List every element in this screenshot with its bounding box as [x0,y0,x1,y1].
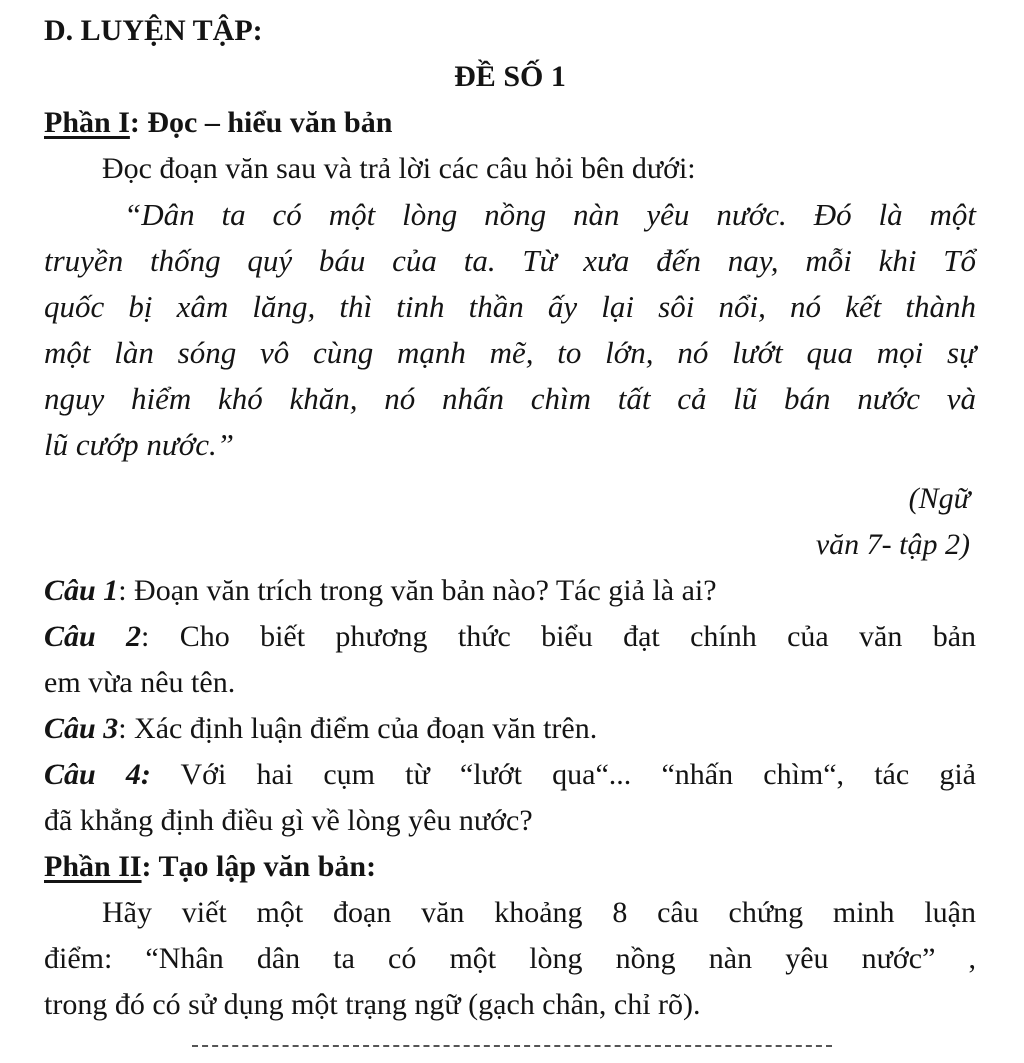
question-3 [44,706,976,752]
question-1 [44,568,976,614]
source-citation: (Ngữ [908,482,970,515]
passage-line: truyền thống quý báu của ta. Từ xưa đến nay, mỗi khi Tổ [44,243,976,278]
passage-line: quốc bị xâm lăng, thì tinh thần ấy lại sôi nổi, nó kết thành [44,289,976,324]
dashed-divider [192,1045,832,1047]
question-text: : Cho biết phương thức biểu đạt chính của văn bản [141,620,977,653]
question-label: Câu 3 [44,712,119,745]
task-line: điểm: “Nhân dân ta có một lòng nồng nàn yêu nước” , [44,942,976,975]
task-line: Hãy viết một đoạn văn khoảng 8 câu chứng minh luận [102,896,976,929]
passage [44,192,976,468]
question-list [44,568,976,844]
question-text: : Xác định luận điểm của đoạn văn trên. [118,712,598,745]
question-2 [44,614,976,660]
question-4-continued: đã khẳng định điều gì về lòng yêu nước? [44,804,533,837]
part1-title: : Đọc – hiểu văn bản [129,106,393,139]
section-heading: D. LUYỆN TẬP: [44,14,263,47]
passage-line: một làn sóng vô cùng mạnh mẽ, to lớn, nó lướt qua mọi sự [44,335,976,370]
part2-label: Phần II [44,850,142,883]
question-label: Câu 2 [44,620,142,653]
question-text: Với hai cụm từ “lướt qua“... “nhấn chìm“, tác giả [150,758,976,791]
passage-line: nguy hiểm khó khăn, nó nhấn chìm tất cả lũ bán nước và [44,381,976,416]
passage-line: “Dân ta có một lòng nồng nàn yêu nước. Đó là một [124,197,976,232]
source-citation: văn 7- tập 2) [815,528,970,561]
question-4 [44,752,976,798]
part1-heading [44,100,976,146]
task-line: trong đó có sử dụng một trạng ngữ (gạch chân, chỉ rõ). [44,988,701,1021]
part2-task [44,890,976,1028]
exam-title: ĐỀ SỐ 1 [454,60,566,93]
question-label: Câu 1 [44,574,119,607]
part1-instruction: Đọc đoạn văn sau và trả lời các câu hỏi bên dưới: [102,152,696,185]
question-2-continued: em vừa nêu tên. [44,666,236,699]
part2-title: : Tạo lập văn bản: [141,850,377,883]
passage-line: lũ cướp nước.” [44,427,235,462]
question-label: Câu 4: [44,758,151,791]
question-text: : Đoạn văn trích trong văn bản nào? Tác giả là ai? [118,574,717,607]
part1-label: Phần I [44,106,130,139]
part2-heading [44,844,976,890]
